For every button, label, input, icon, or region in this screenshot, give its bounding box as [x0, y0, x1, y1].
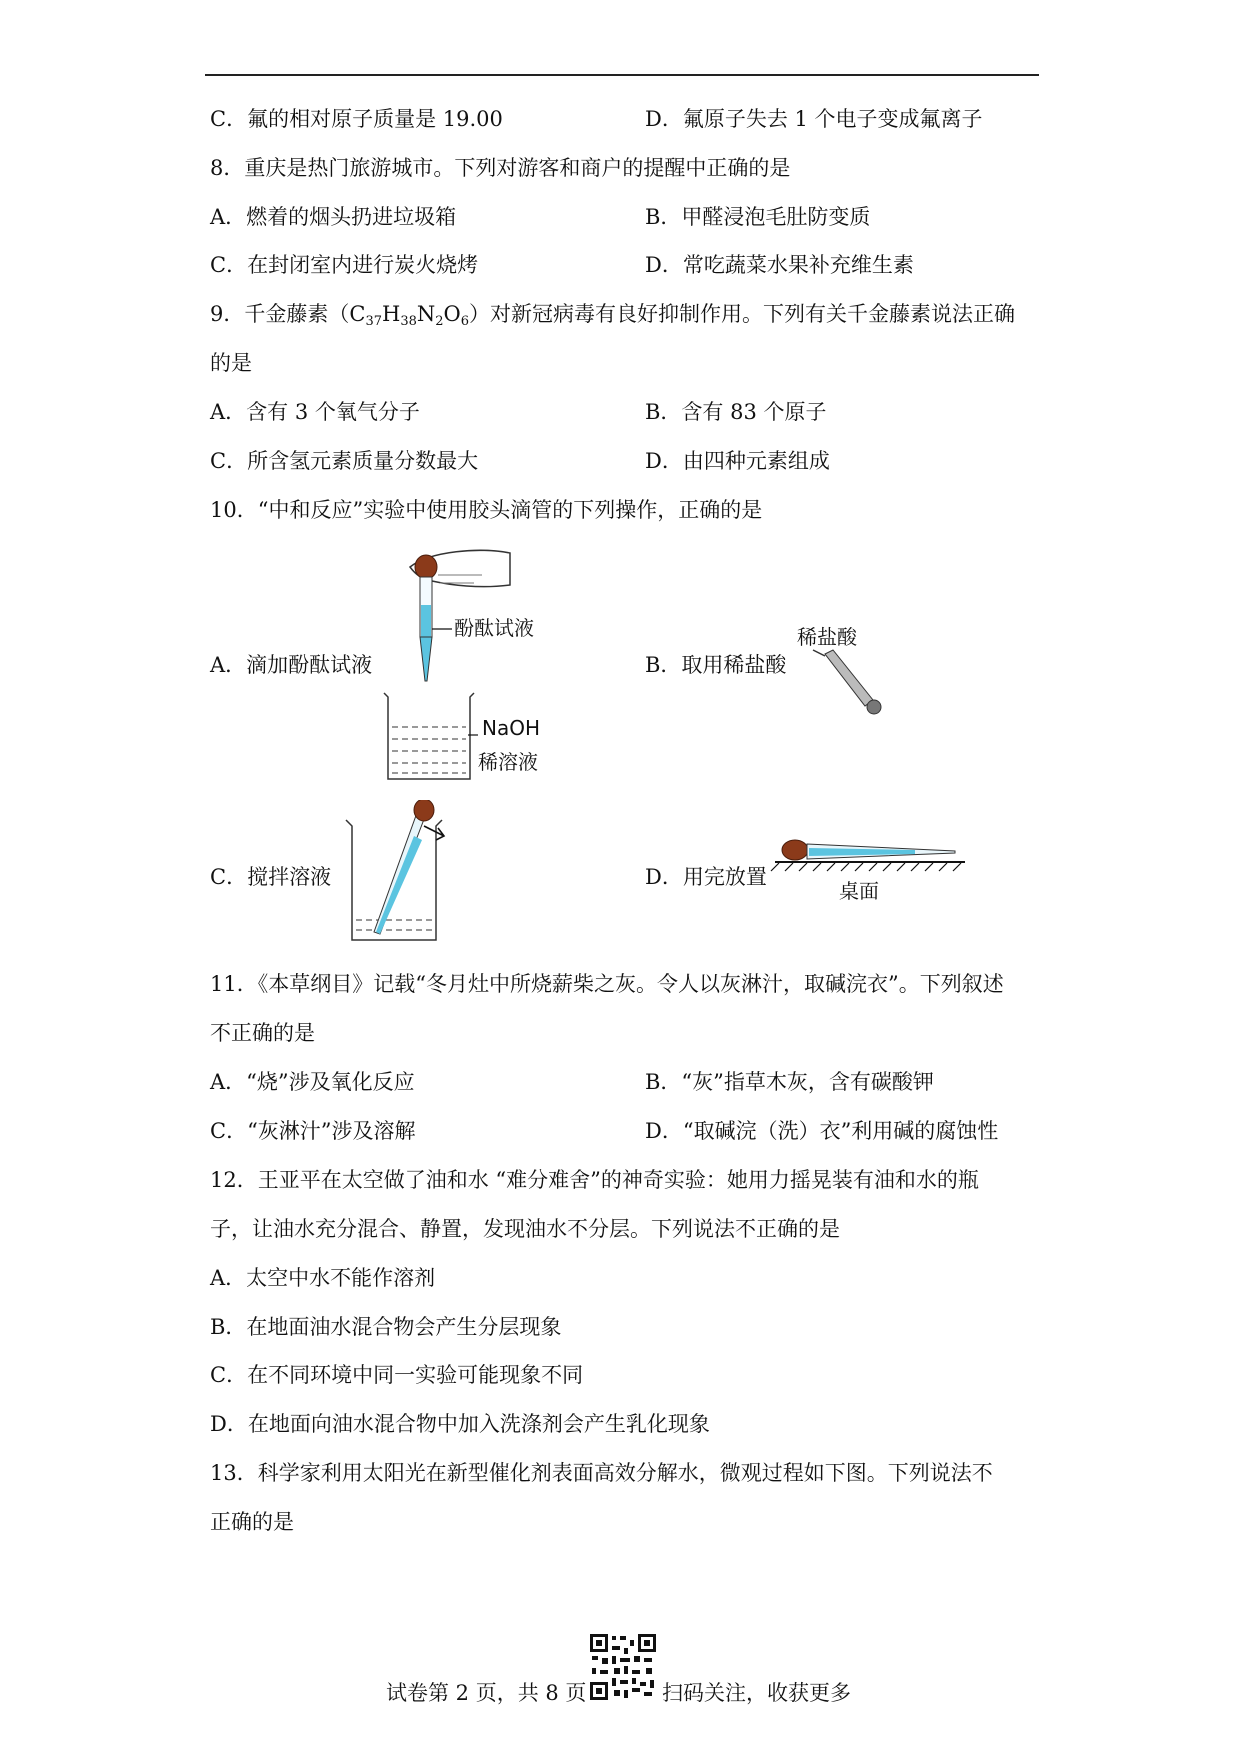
q12-option-b: B．在地面油水混合物会产生分层现象 — [210, 1315, 562, 1339]
q9-option-d: D．由四种元素组成 — [645, 449, 830, 473]
figure-b-taking-dilute-hcl — [795, 620, 905, 720]
q11-option-d: D．“取碱浣（洗）衣”利用碱的腐蚀性 — [645, 1119, 999, 1143]
footer-qr-caption: 扫码关注，收获更多 — [662, 1681, 851, 1705]
q13-stem-line2: 正确的是 — [210, 1510, 294, 1534]
footer-page-number: 试卷第 2 页，共 8 页 — [386, 1681, 587, 1705]
q9-stem: 9．千金藤素$(C_{37}H_{38}N_2O_6)$对新冠病毒有良好抑制作用。下列有关千金藤素说法正确 — [210, 302, 1016, 329]
q13-stem: 13．科学家利用太阳光在新型催化剂表面高效分解水，微观过程如下图。下列说法不 — [210, 1461, 993, 1485]
q12-option-d: D．在地面向油水混合物中加入洗涤剂会产生乳化现象 — [210, 1412, 710, 1436]
q11-option-b: B．“灰”指草木灰，含有碳酸钾 — [645, 1070, 934, 1094]
q11-option-a: A．“烧”涉及氧化反应 — [210, 1070, 415, 1094]
q10-option-a: A．滴加酚酞试液 — [210, 653, 373, 677]
q10-option-d: D．用完放置 — [645, 865, 767, 889]
q11-option-c: C．“灰淋汁”涉及溶解 — [210, 1119, 416, 1143]
figure-a-label-dilute: 稀溶液 — [478, 750, 538, 774]
q7-option-c: C．氟的相对原子质量是 19.00 — [210, 107, 503, 131]
q8-stem: 8．重庆是热门旅游城市。下列对游客和商户的提醒中正确的是 — [210, 156, 791, 180]
figure-c-stirring — [340, 800, 470, 950]
q12-option-a: A．太空中水不能作溶剂 — [210, 1266, 436, 1290]
q12-stem-line2: 子，让油水充分混合、静置，发现油水不分层。下列说法不正确的是 — [210, 1217, 840, 1241]
q10-option-b: B．取用稀盐酸 — [645, 653, 787, 677]
figure-d-placing-on-table — [765, 832, 975, 908]
q12-option-c: C．在不同环境中同一实验可能现象不同 — [210, 1363, 584, 1387]
q11-stem: 11．《本草纲目》记载“冬月灶中所烧薪柴之灰。令人以灰淋汁，取碱浣衣”。下列叙述 — [210, 972, 1004, 996]
figure-a-label-phenolphthalein: 酚酞试液 — [454, 616, 534, 640]
figure-a-dropping-phenolphthalein — [370, 545, 570, 785]
q8-option-d: D．常吃蔬菜水果补充维生素 — [645, 253, 914, 277]
q11-stem-line2: 不正确的是 — [210, 1021, 315, 1045]
figure-d-label: 桌面 — [839, 879, 879, 903]
q9-option-b: B．含有 83 个原子 — [645, 400, 827, 424]
q8-option-a: A．燃着的烟头扔进垃圾箱 — [210, 205, 457, 229]
q10-stem: 10．“中和反应”实验中使用胶头滴管的下列操作，正确的是 — [210, 498, 763, 522]
qr-code-icon — [588, 1632, 658, 1702]
q9-option-c: C．所含氢元素质量分数最大 — [210, 449, 479, 473]
q9-stem-line2: 的是 — [210, 351, 252, 375]
header-rule — [205, 74, 1039, 76]
q12-stem: 12．王亚平在太空做了油和水 “难分难舍”的神奇实验：她用力摇晃装有油和水的瓶 — [210, 1168, 979, 1192]
q9-option-a: A．含有 3 个氧气分子 — [210, 400, 420, 424]
q10-option-c: C．搅拌溶液 — [210, 865, 332, 889]
figure-a-label-naoh: NaOH — [482, 716, 540, 740]
figure-b-label: 稀盐酸 — [797, 625, 857, 649]
q8-option-c: C．在封闭室内进行炭火烧烤 — [210, 253, 479, 277]
q7-option-d: D．氟原子失去 1 个电子变成氟离子 — [645, 107, 983, 131]
q8-option-b: B．甲醛浸泡毛肚防变质 — [645, 205, 871, 229]
